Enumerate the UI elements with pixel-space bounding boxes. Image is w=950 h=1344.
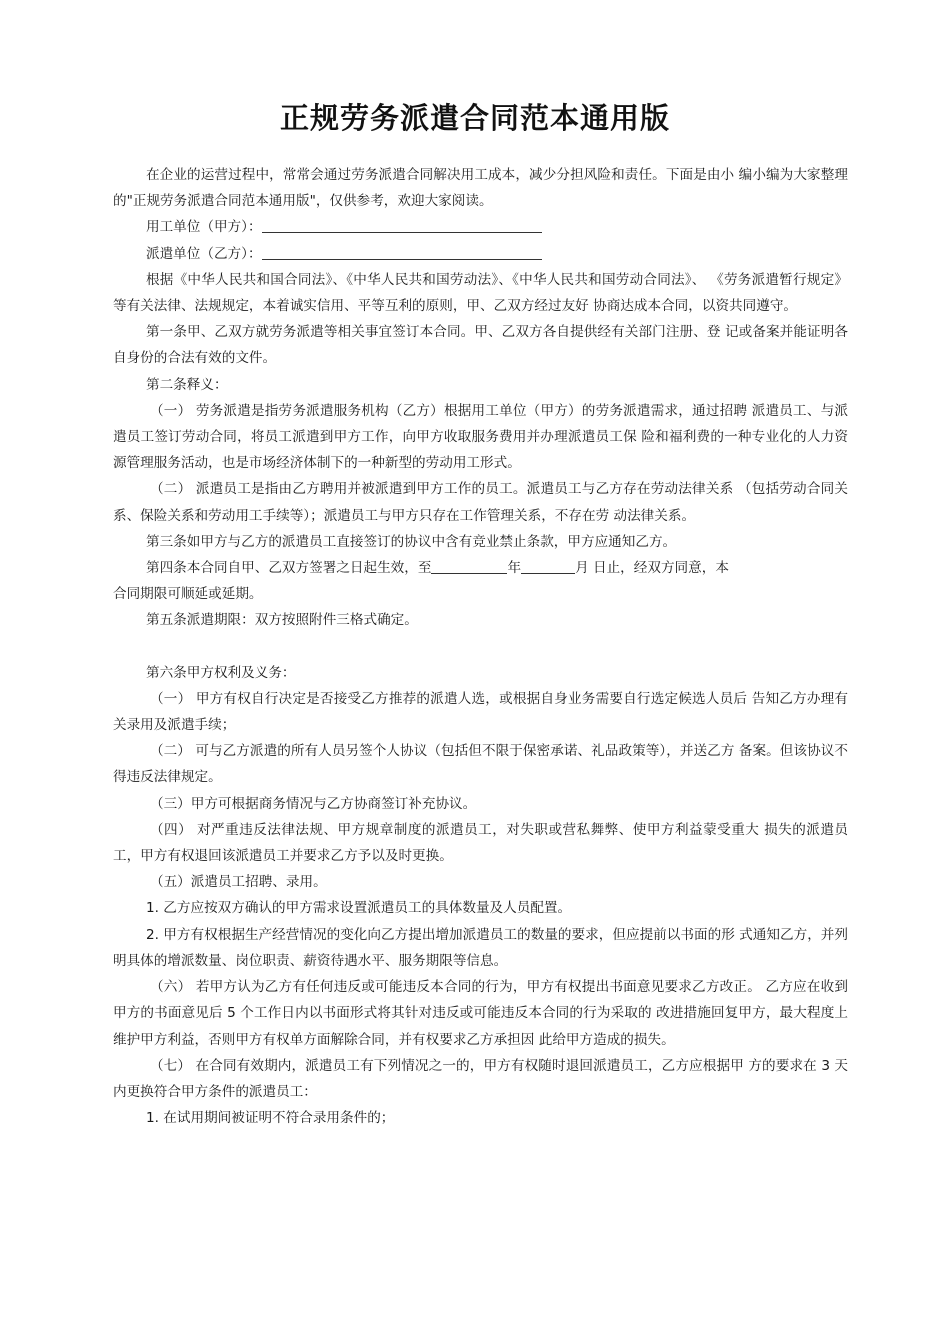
intro-paragraph: 在企业的运营过程中，常常会通过劳务派遣合同解决用工成本，减少分担风险和责任。下面是由小 编小编为大家整理的"正规劳务派遣合同范本通用版"，仅供参考，欢迎大家阅读。 [113, 167, 848, 210]
party-a-label: 用工单位（甲方）： [146, 219, 262, 236]
article-4-month: 月 日止，经双方同意，本 [575, 560, 729, 577]
party-b-label: 派遣单位（乙方）： [146, 245, 262, 262]
party-a-blank [262, 217, 542, 233]
party-b-blank [262, 244, 542, 260]
article-1: 第一条甲、乙双方就劳务派遣等相关事宜签订本合同。甲、乙双方各自提供经有关部门注册、登 记或备案并能证明各自身份的合法有效的文件。 [113, 324, 848, 367]
article-6-item-1: （一） 甲方有权自行决定是否接受乙方推荐的派遣人选，或根据自身业务需要自行选定候选人员后 告知乙方办理有关录用及派遣手续； [113, 690, 848, 734]
article-4-line [113, 555, 848, 581]
article-2-title: 第二条释义： [146, 376, 228, 393]
article-4-text-a: 第四条本合同自甲、乙双方签署之日起生效，至 [146, 560, 432, 577]
article-5: 第五条派遣期限：双方按照附件三格式确定。 [146, 612, 418, 629]
party-b-line [113, 241, 848, 267]
basis-paragraph: 根据《中华人民共和国合同法》、《中华人民共和国劳动法》、《中华人民共和国劳动合同法》、 《劳务派遣暂行规定》等有关法律、法规规定，本着诚实信用、平等互利的原则，甲、乙双方经过友好 协商达成本合同，以资共同遵守。 [113, 271, 848, 315]
article-6-title: 第六条甲方权利及义务： [146, 664, 296, 681]
article-6-item-5-1: 1. 乙方应按双方确认的甲方需求设置派遣员工的具体数量及人员配置。 [146, 900, 572, 917]
article-6-item-5-2: 2. 甲方有权根据生产经营情况的变化向乙方提出增加派遣员工的数量的要求，但应提前以书面的形 式通知乙方，并列明具体的增派数量、岗位职责、薪资待遇水平、服务期限等信息。 [113, 926, 848, 969]
page-title: 正规劳务派遣合同范本通用版 [279, 101, 670, 135]
article-6-item-7-1: 1. 在试用期间被证明不符合录用条件的； [146, 1110, 395, 1127]
document-body [113, 162, 848, 1131]
article-6-item-2: （二） 可与乙方派遣的所有人员另签个人协议（包括但不限于保密承诺、礼品政策等），并送乙方 备案。但该协议不得违反法律规定。 [113, 743, 848, 786]
article-6-item-4: （四） 对严重违反法律法规、甲方规章制度的派遣员工，对失职或营私舞弊、使甲方利益蒙受重大 损失的派遣员工，甲方有权退回该派遣员工并要求乙方予以及时更换。 [113, 821, 848, 865]
party-a-line [113, 214, 848, 240]
article-2-item-1: （一） 劳务派遣是指劳务派遣服务机构（乙方）根据用工单位（甲方）的劳务派遣需求，通过招聘 派遣员工、与派遣员工签订劳动合同，将员工派遣到甲方工作，向甲方收取服务费用并办理派遣员工保 险和福利费的一种专业化的人力资源管理服务活动，也是市场经济体制下的一种新型的劳动用工形式。 [113, 402, 848, 472]
article-6-item-7: （七） 在合同有效期内，派遣员工有下列情况之一的，甲方有权随时退回派遣员工，乙方应根据甲 方的要求在 3 天内更换符合甲方条件的派遣员工： [113, 1057, 848, 1100]
month-blank [521, 558, 575, 574]
article-3: 第三条如甲方与乙方的派遣员工直接签订的协议中含有竞业禁止条款，甲方应通知乙方。 [146, 533, 677, 550]
article-6-item-5: （五）派遣员工招聘、录用。 [150, 874, 327, 891]
article-6-item-6: （六） 若甲方认为乙方有任何违反或可能违反本合同的行为，甲方有权提出书面意见要求乙方改正。 乙方应在收到甲方的书面意见后 5 个工作日内以书面形式将其针对违反或可能违反本合同的行为采取的 改进措施回复甲方，最大程度上维护甲方利益，否则甲方有权单方面解除合同，并有权要求乙方承担因 此给甲方造成的损失。 [113, 979, 848, 1048]
article-4-year: 年 [507, 560, 522, 577]
article-6-item-3: （三）甲方可根据商务情况与乙方协商签订补充协议。 [150, 795, 477, 812]
blank-line [113, 634, 848, 660]
year-blank [431, 558, 507, 574]
article-4-continued: 合同期限可顺延或延期。 [113, 586, 263, 603]
article-2-item-2: （二） 派遣员工是指由乙方聘用并被派遣到甲方工作的员工。派遣员工与乙方存在劳动法律关系 （包括劳动合同关系、保险关系和劳动用工手续等）；派遣员工与甲方只存在工作管理关系，不存在劳 动法律关系。 [113, 481, 848, 524]
